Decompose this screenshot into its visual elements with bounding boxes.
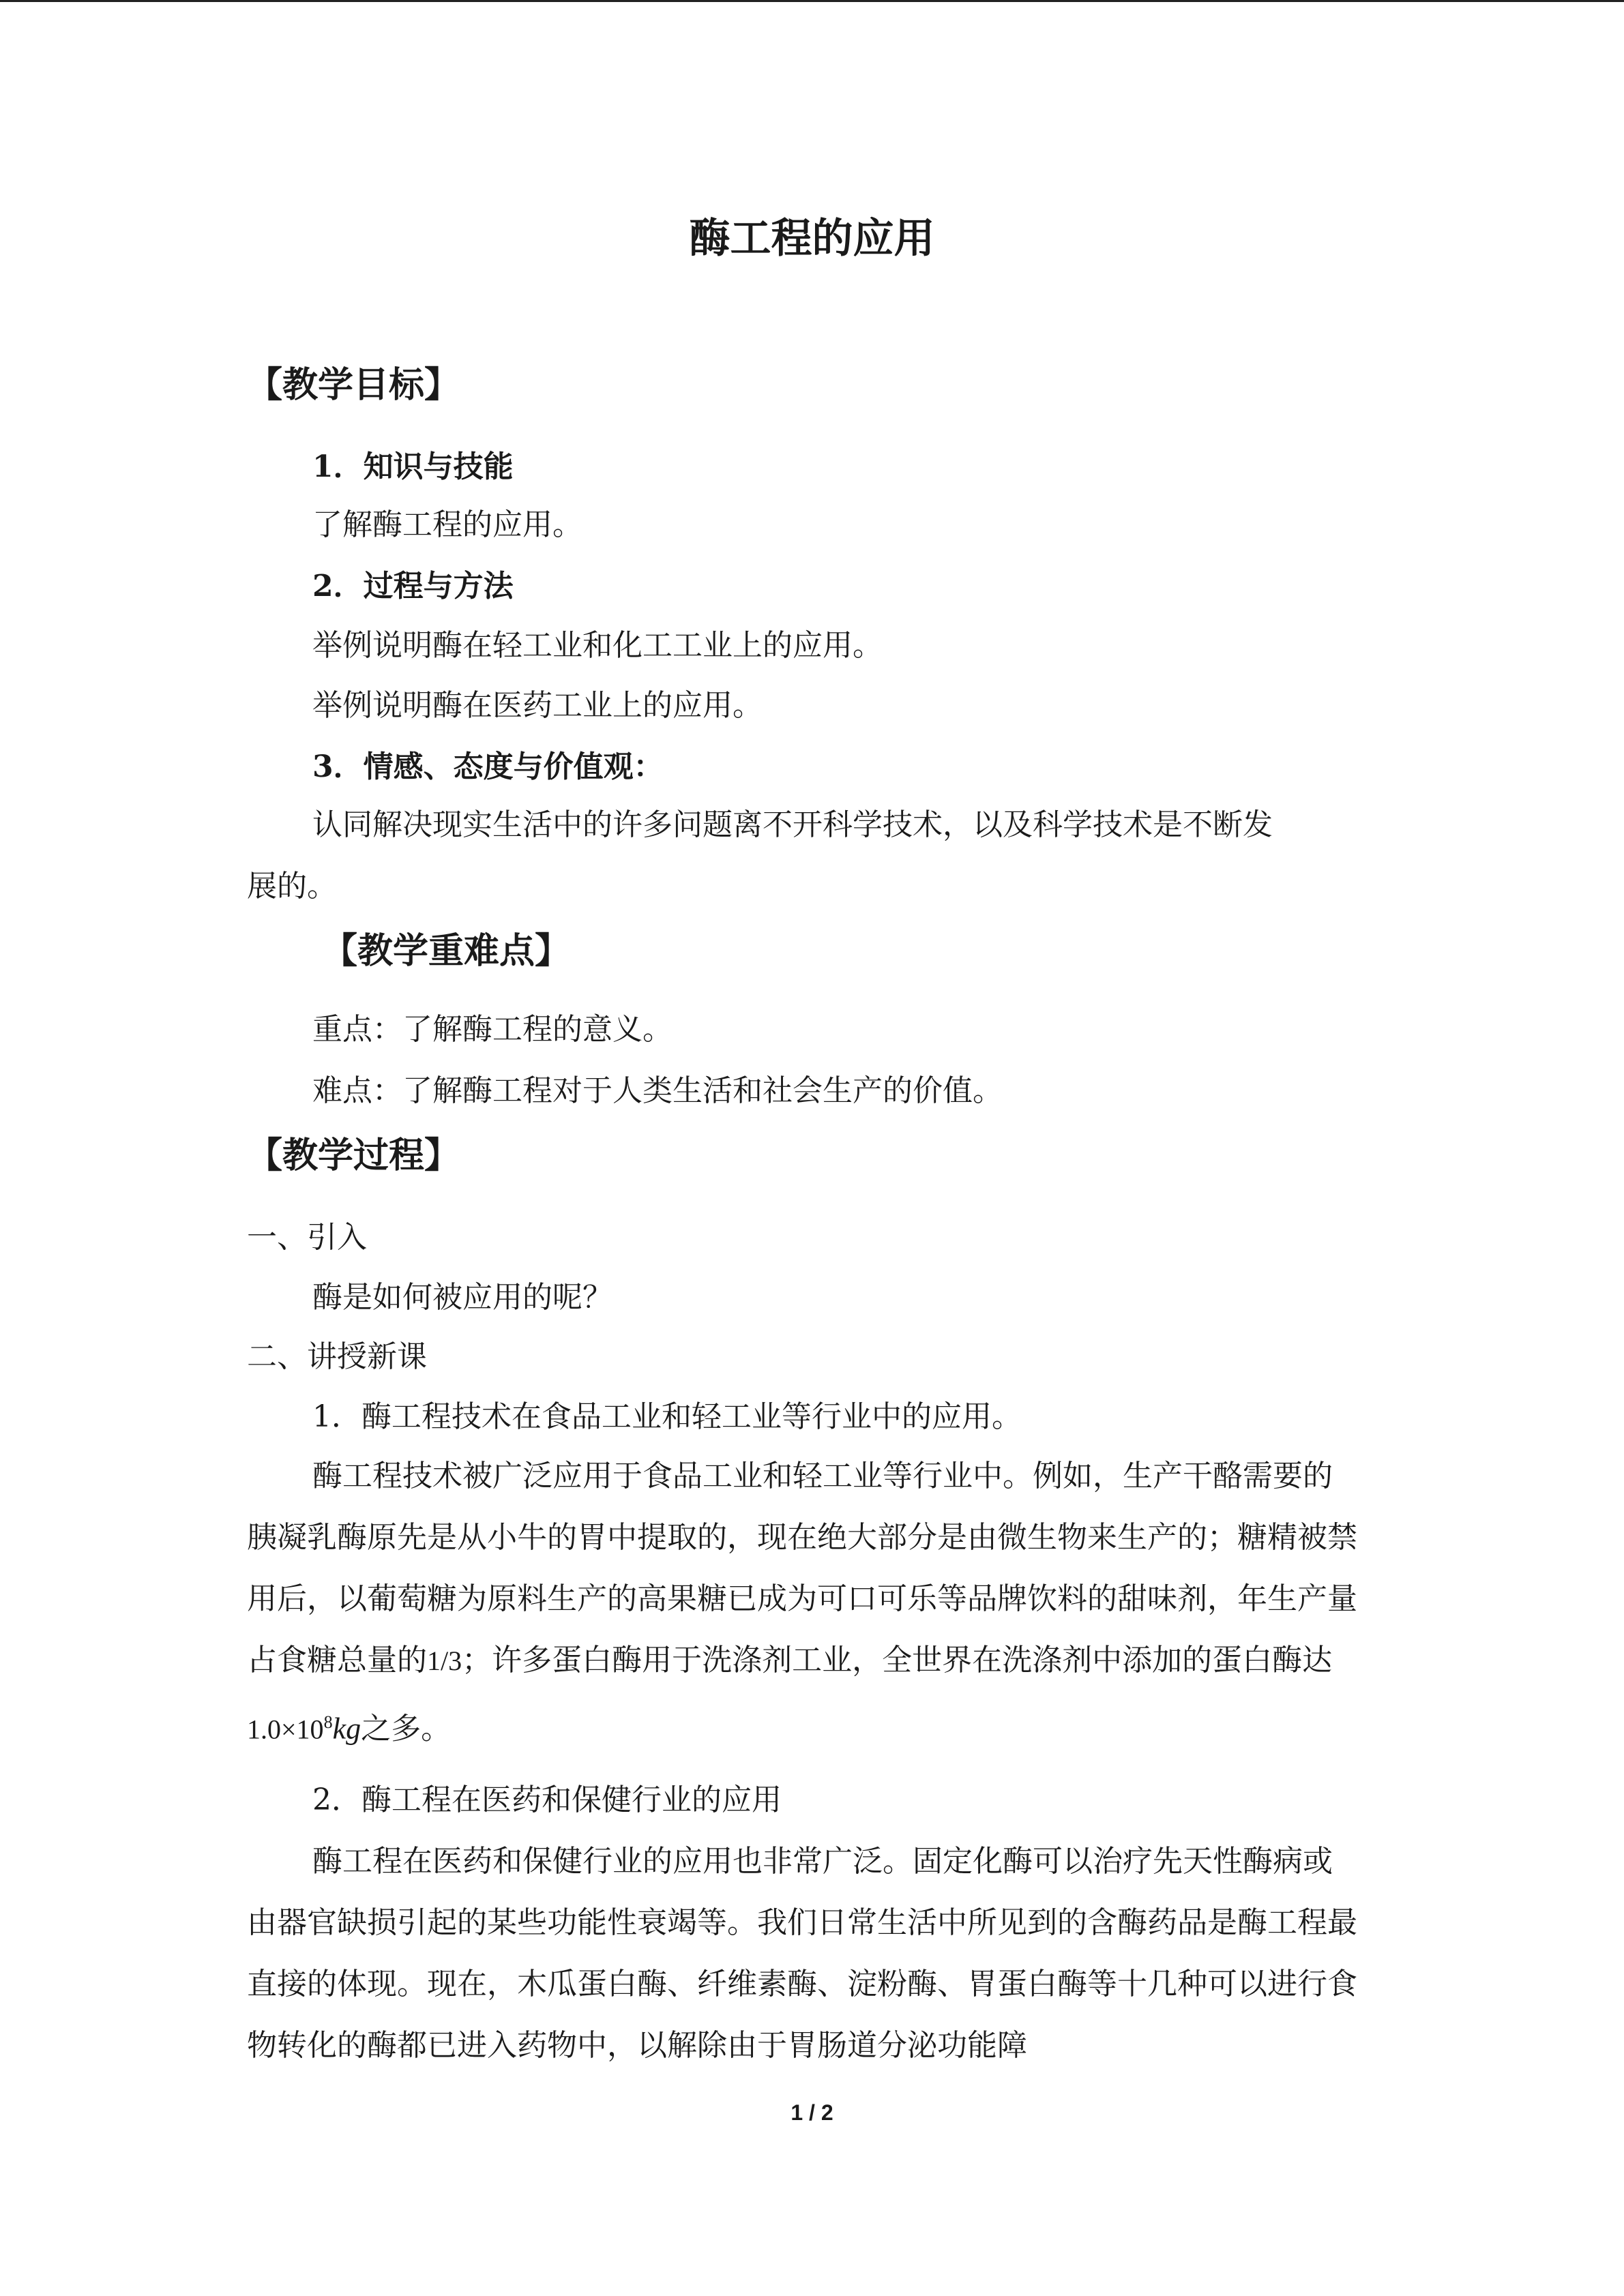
item2-title: 2．酶工程在医药和保健行业的应用 [312,1783,782,1817]
knowledge-skills-text: 了解酶工程的应用。 [312,507,582,542]
emotion-values-line-2: 展的。 [247,869,337,904]
knowledge-skills-title: 1．知识与技能 [312,449,514,484]
difficult-point-text: 难点：了解酶工程对于人类生活和社会生产的价值。 [312,1073,1003,1108]
section-lecture-title: 二、讲授新课 [247,1339,427,1374]
item1-text-c: 之多。 [361,1711,452,1746]
item1-text-b: ；许多蛋白酶用于洗涤剂工业，全世界在洗涤剂中添加的蛋白酶达 [462,1643,1333,1678]
page-title: 酶工程的应用 [689,215,935,263]
page-number-footer: 1 / 2 [791,2100,833,2125]
key-point-text: 重点：了解酶工程的意义。 [312,1012,673,1047]
item1-number: 1.0×10 [247,1714,324,1745]
objectives-heading: 【教学目标】 [247,364,460,406]
item1-title: 1．酶工程技术在食品工业和轻工业等行业中的应用。 [312,1399,1022,1434]
process-methods-text-1: 举例说明酶在轻工业和化工工业上的应用。 [312,628,883,663]
emotion-values-title: 3．情感、态度与价值观： [312,749,664,784]
item2-paragraph: 酶工程在医药和保健行业的应用也非常广泛。固定化酶可以治疗先天性酶病或由器官缺损引起的某些功能性衰竭等。我们日常生活中所见到的含酶药品是酶工程最直接的体现。现在，木瓜蛋白酶、纤维素酶、淀粉酶、胃蛋白酶等十几种可以进行食物转化的酶都已进入药物中，以解除由于胃肠道分泌功能障 [247,1844,1357,2063]
item1-unit: kg [332,1712,361,1746]
emotion-values-line-1: 认同解决现实生活中的许多问题离不开科学技术，以及科学技术是不断发 [312,807,1273,842]
keypoints-heading: 【教学重难点】 [322,930,571,972]
process-methods-text-2: 举例说明酶在医药工业上的应用。 [312,688,763,723]
process-methods-title: 2．过程与方法 [312,569,514,603]
item1-paragraph [247,1446,1360,1761]
item1-fraction: 1/3 [427,1645,462,1676]
item1-text-a: 酶工程技术被广泛应用于食品工业和轻工业等行业中。例如，生产干酪需要的胰凝乳酶原先是从小牛的胃中提取的，现在绝大部分是由微生物来生产的；糖精被禁用后，以葡萄糖为原料生产的高果糖已成为可口可乐等品牌饮料的甜味剂，年生产量占食糖总量的 [247,1459,1357,1678]
process-heading: 【教学过程】 [247,1135,460,1176]
item1-exponent: 8 [323,1712,333,1732]
section-intro-title: 一、引入 [247,1220,367,1255]
section-intro-text: 酶是如何被应用的呢？ [312,1280,612,1315]
